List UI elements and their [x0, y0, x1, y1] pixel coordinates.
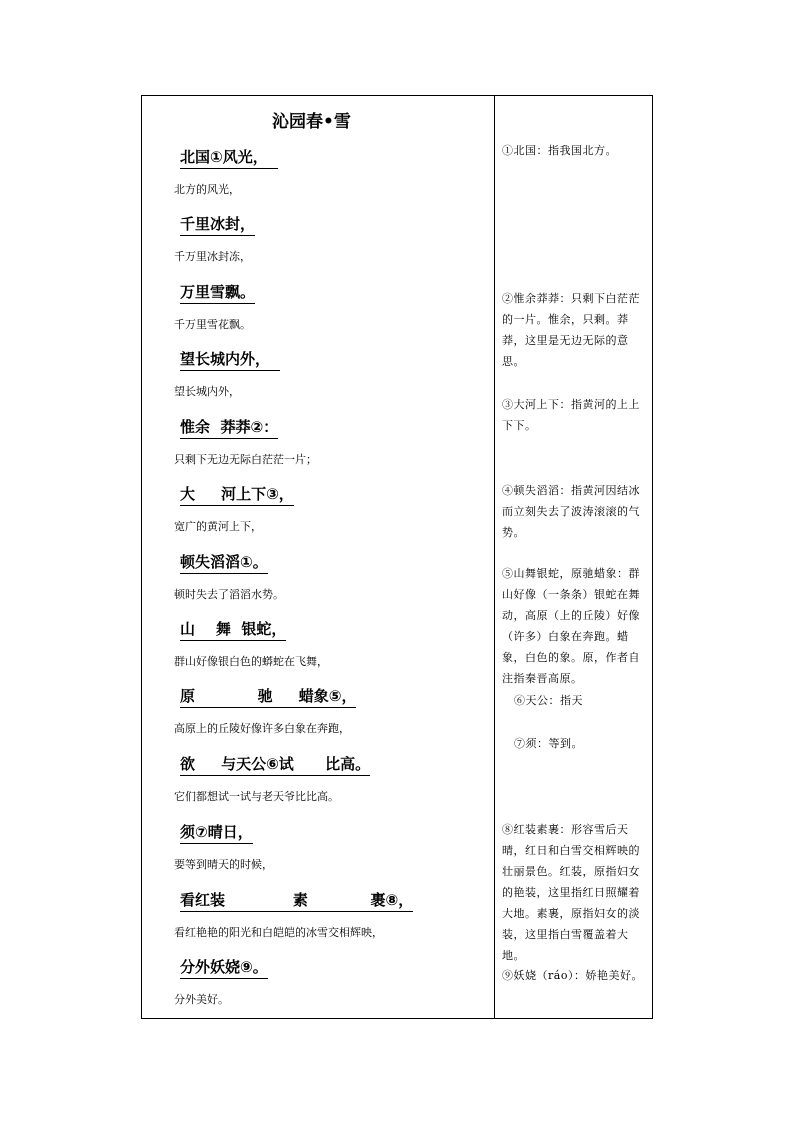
translation-7: 顿时失去了滔滔水势。	[174, 588, 284, 601]
poem-line-8: 山 舞 银蛇，	[180, 620, 286, 641]
translation-4: 望长城内外，	[174, 385, 240, 398]
column-divider	[494, 96, 495, 1018]
poem-line-1: 北国①风光，	[180, 148, 278, 169]
translation-12: 看红艳艳的阳光和白皑皑的冰雪交相辉映，	[174, 926, 383, 939]
note-3: ③大河上下：指黄河的上上下下。	[502, 398, 640, 432]
poem-line-10: 欲 与天公⑥试 比高。	[180, 755, 370, 776]
note-4: ④顿失滔滔：指黄河因结冰而立刻失去了波涛滚滚的气势。	[502, 484, 640, 539]
note-9: ⑨妖娆（ráo）：娇艳美好。	[502, 969, 643, 982]
translation-13: 分外美好。	[174, 993, 229, 1006]
translation-8: 群山好像银白色的蟒蛇在飞舞，	[174, 655, 328, 668]
poem-line-7: 顿失滔滔①。	[180, 553, 268, 574]
translation-2: 千万里冰封冻，	[174, 250, 251, 263]
translation-11: 要等到晴天的时候，	[174, 858, 273, 871]
translation-5: 只剩下无边无际白茫茫一片；	[174, 453, 317, 466]
poem-line-3: 万里雪飘。	[180, 283, 255, 304]
poem-line-5: 惟余 莽莽②：	[180, 418, 278, 439]
poem-line-13: 分外妖娆⑨。	[180, 958, 268, 979]
poem-line-6: 大 河上下③，	[180, 485, 294, 506]
note-5: ⑤山舞银蛇，原驰蜡象：群山好像（一条条）银蛇在舞动，高原（上的丘陵）好像（许多）白象在奔跑。蜡象，白色的象。原，作者自注指秦晋高原。	[502, 567, 640, 685]
note-8: ⑧红装素裹：形容雪后天晴，红日和白雪交相辉映的壮丽景色。红装，原指妇女的艳装，这里指红日照耀着大地。素裹，原指妇女的淡装，这里指白雪覆盖着大地。	[502, 823, 640, 962]
translation-10: 它们都想试一试与老天爷比比高。	[174, 790, 339, 803]
note-6: ⑥天公：指天	[514, 694, 583, 707]
translation-1: 北方的风光，	[174, 183, 240, 196]
translation-3: 千万里雪花飘。	[174, 318, 251, 331]
note-2: ②惟余莽莽：只剩下白茫茫的一片。惟余，只剩。莽莽，这里是无边无际的意思。	[502, 292, 640, 368]
poem-line-12: 看红装 素 裹⑧，	[180, 891, 413, 912]
poem-line-9: 原 驰 蜡象⑤，	[180, 687, 356, 708]
translation-6: 宽广的黄河上下，	[174, 520, 262, 533]
translation-9: 高原上的丘陵好像许多白象在奔跑，	[174, 722, 350, 735]
poem-line-11: 须⑦晴日，	[180, 823, 253, 844]
poem-title: 沁园春•雪	[272, 112, 351, 132]
poem-line-4: 望长城内外，	[180, 350, 280, 371]
poem-line-2: 千里冰封，	[180, 215, 255, 236]
note-7: ⑦须：等到。	[514, 737, 583, 750]
note-1: ①北国：指我国北方。	[502, 144, 617, 157]
poem-table	[141, 95, 653, 1019]
